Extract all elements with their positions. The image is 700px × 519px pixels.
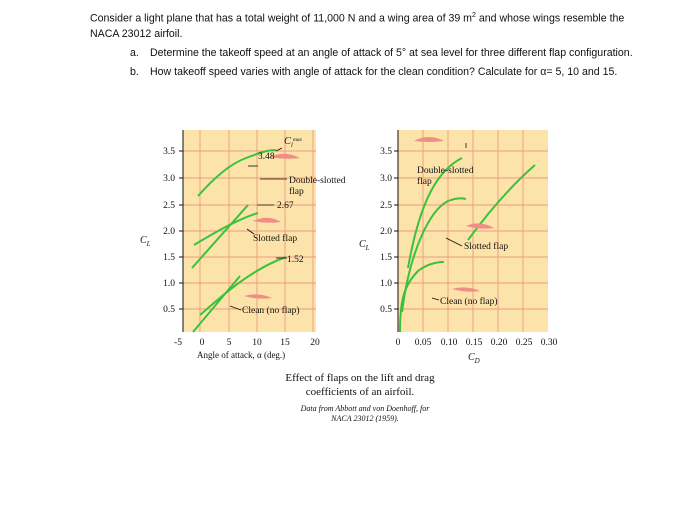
right-ytick-label: 3.5 xyxy=(380,147,392,157)
left-xtick-label: 0 xyxy=(199,338,205,348)
question-a-text: Determine the takeoff speed at an angle of attack of 5° at sea level for three different flap configuration. xyxy=(150,46,633,59)
clean-label: Clean (no flap) xyxy=(242,306,300,316)
double-slotted-label: Double-slotted xyxy=(289,176,346,186)
right-slotted-flap-label: Slotted flap xyxy=(464,242,509,252)
question-b-marker: b. xyxy=(130,65,139,78)
figure-caption xyxy=(255,371,465,399)
caption-line-2: coefficients of an airfoil. xyxy=(305,386,415,398)
source-line-1: Data from Abbott and von Doenhoff, for xyxy=(300,404,430,413)
right-ytick-label: 2.5 xyxy=(380,201,392,211)
right-xtick-label: 0.20 xyxy=(490,338,508,348)
caption-line-1: Effect of flaps on the lift and drag xyxy=(285,372,435,384)
right-xtick-label: 0.15 xyxy=(465,338,483,348)
left-ytick-label: 2.0 xyxy=(163,227,175,237)
left-ytick-label: 3.0 xyxy=(163,174,175,184)
left-xtick-label: 5 xyxy=(226,338,232,348)
right-chart xyxy=(359,130,558,365)
clmax-slotted-value: 2.67 xyxy=(277,201,294,211)
right-double-slotted-label: Double-slotted xyxy=(417,166,474,176)
right-ytick-label: 1.5 xyxy=(380,253,392,263)
right-ytick-label: 0.5 xyxy=(380,305,392,315)
right-xtick-label: 0.10 xyxy=(440,338,458,348)
left-y-ticks xyxy=(179,151,183,309)
question-b-text: How takeoff speed varies with angle of attack for the clean condition? Calculate for α= 5, 10 and 15. xyxy=(150,65,618,78)
left-ytick-label: 1.0 xyxy=(163,279,175,289)
right-xtick-label: 0.25 xyxy=(515,338,533,348)
right-ytick-label: 1.0 xyxy=(380,279,392,289)
right-xtick-label: 0 xyxy=(395,338,401,348)
right-ytick-label: 3.0 xyxy=(380,174,392,184)
slotted-flap-label: Slotted flap xyxy=(253,234,298,244)
right-xtick-label: 0.30 xyxy=(540,338,558,348)
intro-text-end: and whose wings resemble the NACA 23012 airfoil. xyxy=(90,12,625,40)
left-xtick-label: 10 xyxy=(252,338,262,348)
right-ylabel: $C_L$ xyxy=(359,239,370,252)
left-ylabel: $C_L$ xyxy=(140,235,151,248)
right-ytick-label: 2.0 xyxy=(380,227,392,237)
source-line-2: NACA 23012 (1959). xyxy=(331,414,399,423)
question-a-marker: a. xyxy=(130,46,139,59)
left-ytick-label: 0.5 xyxy=(163,305,175,315)
left-ytick-label: 1.5 xyxy=(163,253,175,263)
left-chart xyxy=(140,130,346,360)
intro-superscript: 2 xyxy=(472,12,476,19)
left-ytick-label: 2.5 xyxy=(163,201,175,211)
left-xtick-label: 15 xyxy=(280,338,290,348)
right-xtick-label: 0.05 xyxy=(414,338,432,348)
clmax-clean-value: 1.52 xyxy=(287,255,304,265)
right-y-ticks xyxy=(394,151,398,309)
left-ytick-label: 3.5 xyxy=(163,147,175,157)
left-xlabel: Angle of attack, α (deg.) xyxy=(197,350,286,360)
figure-source xyxy=(275,404,455,424)
right-xlabel: $C_D$ xyxy=(468,352,480,365)
clmax-annotation: $C_l^{max}$ xyxy=(284,136,302,149)
intro-text: Consider a light plane that has a total weight of 11,000 N and a wing area of 39 m xyxy=(90,12,473,25)
clmax-double-slotted-value: 3.48 xyxy=(258,152,275,162)
double-slotted-label-2: flap xyxy=(289,187,304,197)
right-clean-label: Clean (no flap) xyxy=(440,297,498,307)
left-xtick-label: -5 xyxy=(174,338,182,348)
right-double-slotted-label-2: flap xyxy=(417,177,432,187)
left-xtick-label: 20 xyxy=(310,338,320,348)
